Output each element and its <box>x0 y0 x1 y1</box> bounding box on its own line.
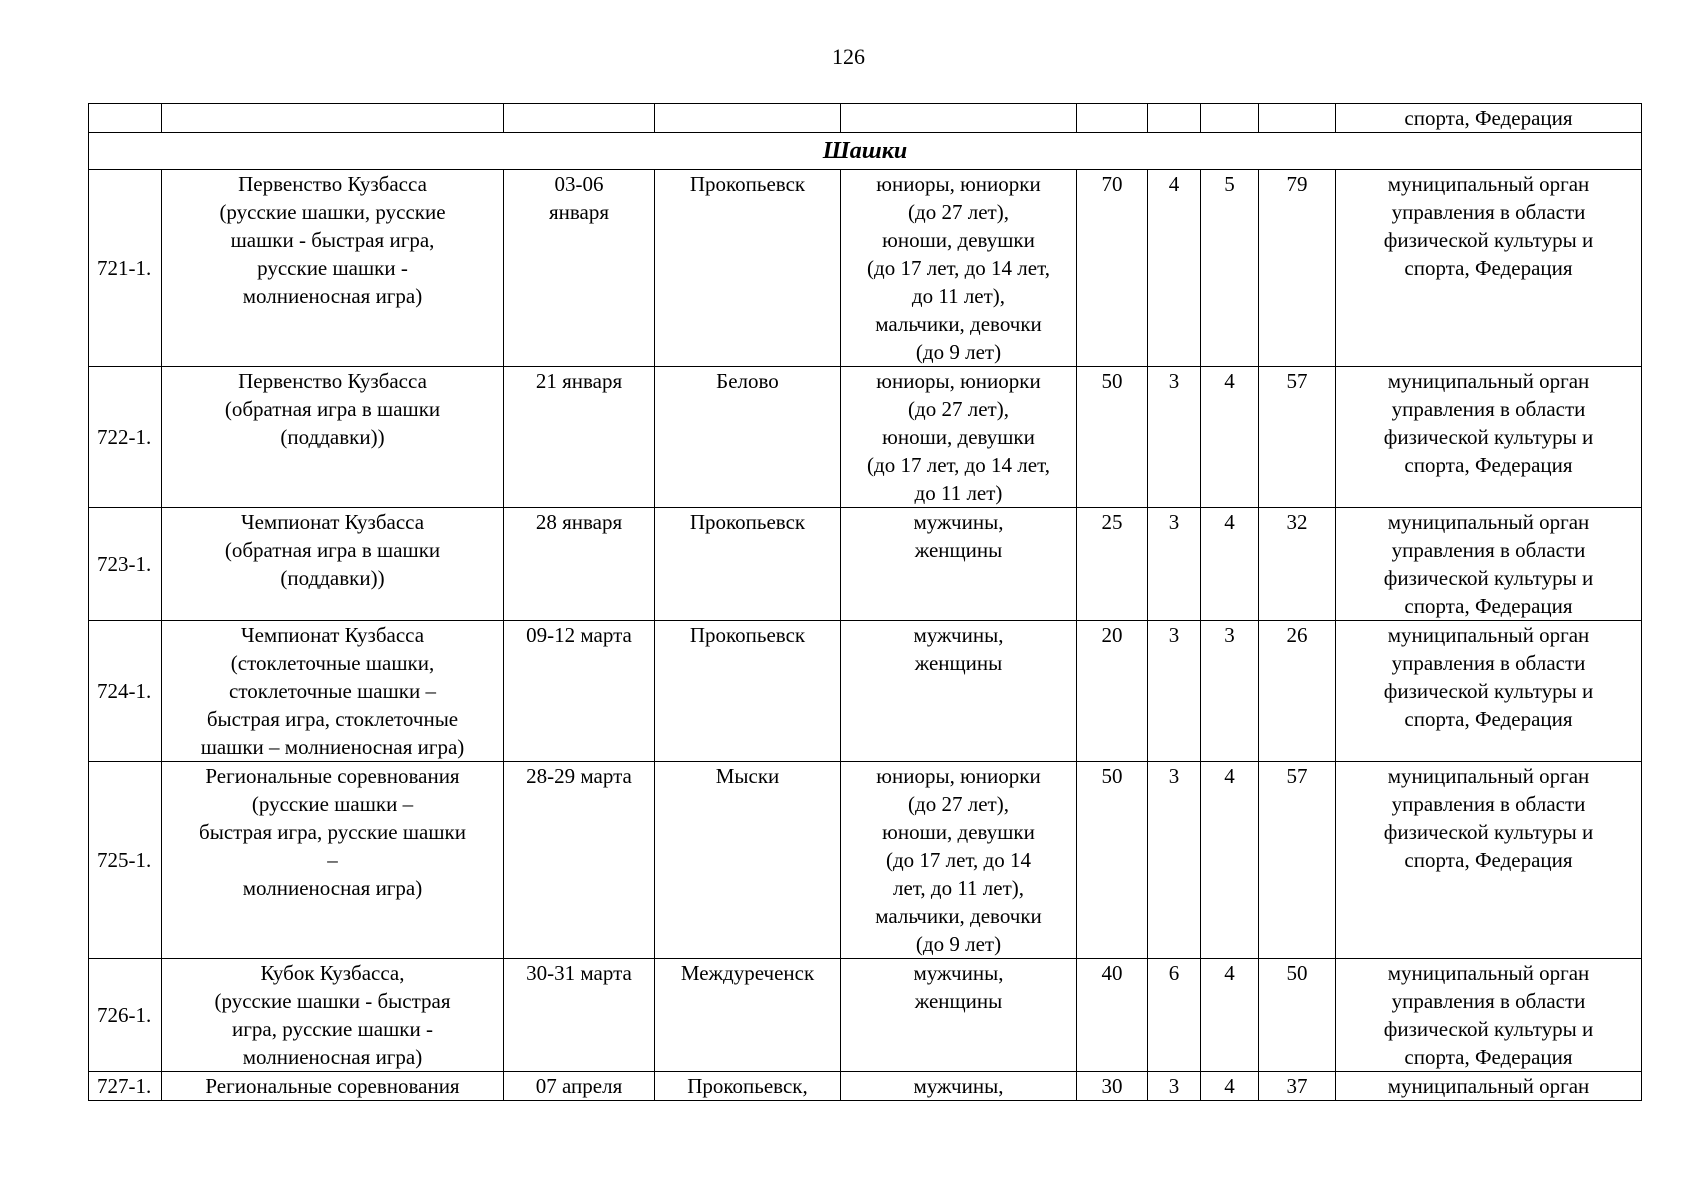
event-organizer: муниципальный орган управления в области физической культуры и спорта, Федерация <box>1336 508 1642 621</box>
continuation-row <box>89 104 1642 133</box>
event-date: 30-31 марта <box>504 959 655 1072</box>
event-organizer: муниципальный орган управления в области физической культуры и спорта, Федерация <box>1336 170 1642 367</box>
count-coaches: 3 <box>1148 1072 1201 1101</box>
section-title: Шашки <box>89 133 1642 170</box>
event-date: 07 апреля <box>504 1072 655 1101</box>
count-coaches: 6 <box>1148 959 1201 1072</box>
count-athletes: 40 <box>1077 959 1148 1072</box>
table-row <box>89 508 1642 621</box>
count-total: 50 <box>1259 959 1336 1072</box>
event-place: Прокопьевск <box>655 621 841 762</box>
count-judges: 4 <box>1201 959 1259 1072</box>
count-judges: 4 <box>1201 508 1259 621</box>
count-total: 32 <box>1259 508 1336 621</box>
event-name: Чемпионат Кузбасса (стоклеточные шашки, стоклеточные шашки – быстрая игра, стоклеточные шашки – молниеносная игра) <box>162 621 504 762</box>
event-place: Мыски <box>655 762 841 959</box>
count-athletes: 25 <box>1077 508 1148 621</box>
event-participants: мужчины, <box>841 1072 1077 1101</box>
table-row <box>89 1072 1642 1101</box>
event-organizer: муниципальный орган управления в области физической культуры и спорта, Федерация <box>1336 367 1642 508</box>
event-date: 09-12 марта <box>504 621 655 762</box>
count-judges: 4 <box>1201 367 1259 508</box>
event-name: Чемпионат Кузбасса (обратная игра в шашки (поддавки)) <box>162 508 504 621</box>
event-place: Прокопьевск, <box>655 1072 841 1101</box>
count-total: 57 <box>1259 367 1336 508</box>
event-name: Кубок Кузбасса, (русские шашки - быстрая игра, русские шашки - молниеносная игра) <box>162 959 504 1072</box>
count-judges: 5 <box>1201 170 1259 367</box>
count-athletes: 50 <box>1077 367 1148 508</box>
count-total: 79 <box>1259 170 1336 367</box>
event-number: 725-1. <box>89 762 162 959</box>
event-number: 724-1. <box>89 621 162 762</box>
event-number: 722-1. <box>89 367 162 508</box>
table-row <box>89 170 1642 367</box>
table-body <box>89 104 1642 1101</box>
event-name: Первенство Кузбасса (обратная игра в шашки (поддавки)) <box>162 367 504 508</box>
event-number: 727-1. <box>89 1072 162 1101</box>
event-date: 28 января <box>504 508 655 621</box>
count-athletes: 50 <box>1077 762 1148 959</box>
event-date: 28-29 марта <box>504 762 655 959</box>
count-athletes: 20 <box>1077 621 1148 762</box>
event-date: 03-06 января <box>504 170 655 367</box>
event-organizer: муниципальный орган управления в области физической культуры и спорта, Федерация <box>1336 959 1642 1072</box>
count-athletes: 30 <box>1077 1072 1148 1101</box>
event-place: Прокопьевск <box>655 508 841 621</box>
count-coaches: 3 <box>1148 508 1201 621</box>
event-participants: мужчины, женщины <box>841 959 1077 1072</box>
count-judges: 3 <box>1201 621 1259 762</box>
event-participants: юниоры, юниорки (до 27 лет), юноши, девушки (до 17 лет, до 14 лет, до 11 лет), мальчики, девочки (до 9 лет) <box>841 762 1077 959</box>
event-participants: мужчины, женщины <box>841 621 1077 762</box>
events-table <box>88 103 1642 1101</box>
event-number: 723-1. <box>89 508 162 621</box>
event-number: 726-1. <box>89 959 162 1072</box>
count-coaches: 4 <box>1148 170 1201 367</box>
continuation-org-cell: спорта, Федерация <box>1336 104 1642 133</box>
event-name: Первенство Кузбасса (русские шашки, русские шашки - быстрая игра, русские шашки - молниеносная игра) <box>162 170 504 367</box>
count-coaches: 3 <box>1148 762 1201 959</box>
table-row <box>89 762 1642 959</box>
table-row <box>89 367 1642 508</box>
event-organizer: муниципальный орган <box>1336 1072 1642 1101</box>
page-number: 126 <box>832 44 865 69</box>
count-coaches: 3 <box>1148 367 1201 508</box>
event-organizer: муниципальный орган управления в области физической культуры и спорта, Федерация <box>1336 621 1642 762</box>
count-judges: 4 <box>1201 1072 1259 1101</box>
count-total: 26 <box>1259 621 1336 762</box>
count-athletes: 70 <box>1077 170 1148 367</box>
event-name: Региональные соревнования <box>162 1072 504 1101</box>
table-row <box>89 621 1642 762</box>
event-organizer: муниципальный орган управления в области физической культуры и спорта, Федерация <box>1336 762 1642 959</box>
count-coaches: 3 <box>1148 621 1201 762</box>
count-total: 37 <box>1259 1072 1336 1101</box>
count-total: 57 <box>1259 762 1336 959</box>
event-name: Региональные соревнования (русские шашки – быстрая игра, русские шашки – молниеносная игра) <box>162 762 504 959</box>
event-participants: мужчины, женщины <box>841 508 1077 621</box>
event-participants: юниоры, юниорки (до 27 лет), юноши, девушки (до 17 лет, до 14 лет, до 11 лет), мальчики, девочки (до 9 лет) <box>841 170 1077 367</box>
event-date: 21 января <box>504 367 655 508</box>
section-row <box>89 133 1642 170</box>
event-place: Прокопьевск <box>655 170 841 367</box>
table-row <box>89 959 1642 1072</box>
event-participants: юниоры, юниорки (до 27 лет), юноши, девушки (до 17 лет, до 14 лет, до 11 лет) <box>841 367 1077 508</box>
event-place: Белово <box>655 367 841 508</box>
event-place: Междуреченск <box>655 959 841 1072</box>
event-number: 721-1. <box>89 170 162 367</box>
count-judges: 4 <box>1201 762 1259 959</box>
